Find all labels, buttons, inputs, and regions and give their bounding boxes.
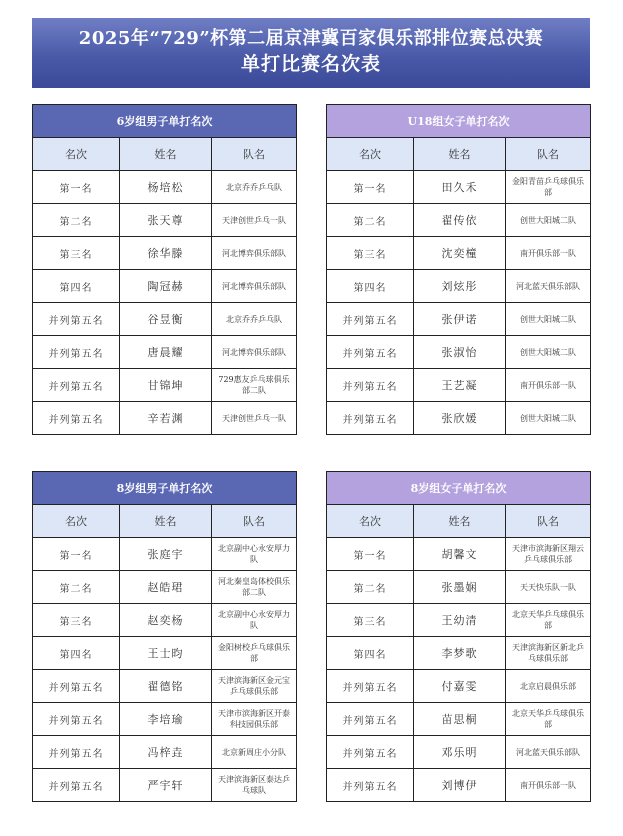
team-cell: 天津市滨海新区开泰科技园俱乐部 [212,703,297,736]
table-row [33,604,297,637]
table-row [33,204,297,237]
team-cell: 天津创世乒乓一队 [212,402,297,435]
name-cell: 张欣媛 [414,402,506,435]
name-cell: 甘锦坤 [120,369,212,402]
rank-cell: 并列第五名 [33,402,120,435]
name-cell: 赵奕杨 [120,604,212,637]
team-cell: 南开俱乐部一队 [506,369,591,402]
rank-cell: 并列第五名 [327,369,414,402]
rank-cell: 第三名 [327,604,414,637]
team-cell: 金阳青苗乒乓球俱乐部 [506,171,591,204]
table-row [33,670,297,703]
rank-cell: 并列第五名 [33,670,120,703]
rank-cell: 第一名 [327,171,414,204]
rank-cell: 第四名 [33,270,120,303]
name-cell: 苗思桐 [414,703,506,736]
table-row [33,237,297,270]
column-header-rank: 名次 [33,138,120,171]
name-cell: 沈奕橦 [414,237,506,270]
name-cell: 冯梓垚 [120,736,212,769]
table-caption: 6岁组男子单打名次 [33,105,297,138]
rank-cell: 第一名 [33,171,120,204]
rank-cell: 第二名 [33,571,120,604]
table-6-boys [32,104,297,435]
table-row [327,538,591,571]
name-cell: 翟德铭 [120,670,212,703]
table-8-boys [32,471,297,802]
team-cell: 天津创世乒乓一队 [212,204,297,237]
rank-cell: 第一名 [327,538,414,571]
table-row [327,736,591,769]
team-cell: 北京天华乒乓球俱乐部 [506,703,591,736]
team-cell: 河北博弈俱乐部队 [212,270,297,303]
rank-cell: 第四名 [33,637,120,670]
table-row [33,769,297,802]
team-cell: 金阳树校乒乓球俱乐部 [212,637,297,670]
name-cell: 徐华滕 [120,237,212,270]
table-row [327,270,591,303]
team-cell: 天津市滨海新区翔云乒乓球俱乐部 [506,538,591,571]
table-row [33,369,297,402]
name-cell: 张庭宇 [120,538,212,571]
team-cell: 创世大阳城二队 [506,303,591,336]
name-cell: 刘炫彤 [414,270,506,303]
table-row [327,336,591,369]
team-cell: 南开俱乐部一队 [506,769,591,802]
name-cell: 谷昱衡 [120,303,212,336]
rank-cell: 并列第五名 [327,769,414,802]
column-header-rank: 名次 [327,505,414,538]
name-cell: 翟传依 [414,204,506,237]
team-cell: 北京新周庄小分队 [212,736,297,769]
name-cell: 张天尊 [120,204,212,237]
rank-cell: 并列第五名 [33,303,120,336]
table-8-girls [326,471,591,802]
team-cell: 天津滨海新区新北乒乓球俱乐部 [506,637,591,670]
name-cell: 张伊诺 [414,303,506,336]
table-row [33,402,297,435]
column-header-name: 姓名 [120,505,212,538]
rank-cell: 并列第五名 [327,703,414,736]
team-cell: 河北蓝天俱乐部队 [506,270,591,303]
table-caption: U18组女子单打名次 [327,105,591,138]
rank-cell: 第三名 [327,237,414,270]
rank-cell: 并列第五名 [33,703,120,736]
table-row [327,171,591,204]
team-cell: 创世大阳城二队 [506,402,591,435]
table-row [327,670,591,703]
table-row [327,369,591,402]
table-row [327,637,591,670]
table-caption: 8岁组女子单打名次 [327,472,591,505]
column-header-name: 姓名 [414,138,506,171]
name-cell: 王艺凝 [414,369,506,402]
rank-cell: 第三名 [33,604,120,637]
table-row [327,769,591,802]
rank-cell: 并列第五名 [33,769,120,802]
name-cell: 严宇轩 [120,769,212,802]
name-cell: 邓乐明 [414,736,506,769]
rank-cell: 第四名 [327,637,414,670]
team-cell: 南开俱乐部一队 [506,237,591,270]
table-row [327,237,591,270]
title-banner [32,18,590,88]
table-row [33,336,297,369]
name-cell: 张淑怡 [414,336,506,369]
name-cell: 田久禾 [414,171,506,204]
column-header-rank: 名次 [33,505,120,538]
name-cell: 王士昀 [120,637,212,670]
rank-cell: 第三名 [33,237,120,270]
team-cell: 729惠友乒乓球俱乐部二队 [212,369,297,402]
name-cell: 付嘉雯 [414,670,506,703]
rank-cell: 并列第五名 [327,402,414,435]
name-cell: 陶冠赫 [120,270,212,303]
column-header-name: 姓名 [414,505,506,538]
team-cell: 北京启晨俱乐部 [506,670,591,703]
rank-cell: 并列第五名 [33,736,120,769]
table-row [33,703,297,736]
name-cell: 胡馨文 [414,538,506,571]
team-cell: 北京天华乒乓球俱乐部 [506,604,591,637]
name-cell: 李梦歌 [414,637,506,670]
table-row [33,171,297,204]
title-line-1: 2025年“729”杯第二届京津冀百家俱乐部排位赛总决赛 [78,28,544,49]
rank-cell: 并列第五名 [327,670,414,703]
name-cell: 辛若渊 [120,402,212,435]
team-cell: 河北博弈俱乐部队 [212,237,297,270]
name-cell: 唐晨耀 [120,336,212,369]
team-cell: 河北博弈俱乐部队 [212,336,297,369]
team-cell: 创世大阳城二队 [506,336,591,369]
team-cell: 天津滨海新区泰达乒乓球队 [212,769,297,802]
table-row [33,270,297,303]
team-cell: 北京乔乔乒乓队 [212,303,297,336]
team-cell: 北京副中心永安厚力队 [212,604,297,637]
rank-cell: 并列第五名 [327,336,414,369]
table-row [33,571,297,604]
name-cell: 杨培松 [120,171,212,204]
column-header-rank: 名次 [327,138,414,171]
column-header-name: 姓名 [120,138,212,171]
rank-cell: 并列第五名 [327,303,414,336]
rank-cell: 并列第五名 [33,336,120,369]
team-cell: 天天快乐队一队 [506,571,591,604]
table-row [327,571,591,604]
table-row [327,703,591,736]
column-header-team: 队名 [506,505,591,538]
table-caption: 8岁组男子单打名次 [33,472,297,505]
table-row [33,538,297,571]
name-cell: 王幼清 [414,604,506,637]
team-cell: 创世大阳城二队 [506,204,591,237]
column-header-team: 队名 [212,138,297,171]
rank-cell: 并列第五名 [327,736,414,769]
title-line-2: 单打比赛名次表 [240,53,381,75]
table-u18-girls [326,104,591,435]
team-cell: 河北蓝天俱乐部队 [506,736,591,769]
rank-cell: 第一名 [33,538,120,571]
name-cell: 刘博伊 [414,769,506,802]
table-row [33,303,297,336]
name-cell: 赵皓珺 [120,571,212,604]
rank-cell: 第二名 [327,204,414,237]
table-row [327,204,591,237]
table-row [327,604,591,637]
table-row [327,303,591,336]
team-cell: 北京乔乔乒乓队 [212,171,297,204]
table-row [327,402,591,435]
rank-cell: 第二名 [327,571,414,604]
team-cell: 北京副中心永安厚力队 [212,538,297,571]
rank-cell: 并列第五名 [33,369,120,402]
name-cell: 张墨娴 [414,571,506,604]
rank-cell: 第二名 [33,204,120,237]
table-row [33,736,297,769]
team-cell: 天津滨海新区金元宝乒乓球俱乐部 [212,670,297,703]
column-header-team: 队名 [506,138,591,171]
rank-cell: 第四名 [327,270,414,303]
column-header-team: 队名 [212,505,297,538]
name-cell: 李培瑜 [120,703,212,736]
team-cell: 河北秦皇岛体校俱乐部二队 [212,571,297,604]
table-row [33,637,297,670]
